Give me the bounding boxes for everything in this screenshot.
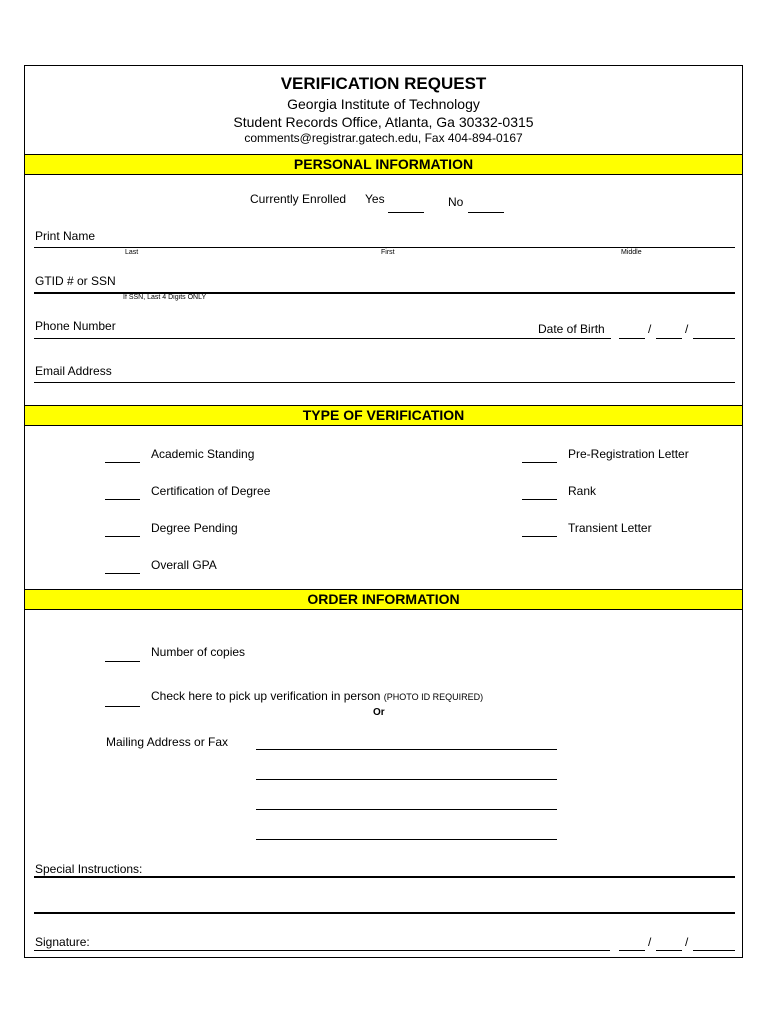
pickup-in-person-checkbox[interactable] — [105, 706, 140, 707]
signature-date-month-blank[interactable] — [619, 950, 645, 951]
verification-request-form — [24, 65, 743, 958]
office-address: Student Records Office, Atlanta, Ga 30332-0315 — [233, 114, 534, 130]
photo-id-note: (PHOTO ID REQUIRED) — [383, 692, 484, 702]
certification-of-degree-checkbox[interactable] — [105, 499, 140, 500]
special-instructions-label: Special Instructions: — [35, 862, 143, 876]
overall-gpa-checkbox[interactable] — [105, 573, 140, 574]
gtid-ssn-caption: If SSN, Last 4 Digits ONLY — [123, 294, 207, 301]
institution-name: Georgia Institute of Technology — [287, 96, 480, 112]
date-of-birth-label: Date of Birth — [538, 322, 605, 336]
or-label: Or — [373, 707, 385, 718]
signature-date-separator-1: / — [648, 935, 652, 949]
signature-field[interactable] — [34, 950, 610, 951]
mailing-address-line-2[interactable] — [256, 779, 557, 780]
enrolled-yes-blank[interactable] — [388, 212, 424, 213]
dob-month-blank[interactable] — [619, 338, 645, 339]
phone-number-field[interactable] — [34, 338, 611, 339]
number-of-copies-blank[interactable] — [105, 661, 140, 662]
email-address-field[interactable] — [34, 382, 735, 383]
dob-separator-2: / — [685, 322, 689, 336]
email-address-label: Email Address — [35, 364, 112, 378]
mailing-address-line-1[interactable] — [256, 749, 557, 750]
rank-checkbox[interactable] — [522, 499, 557, 500]
contact-info: comments@registrar.gatech.edu, Fax 404-894-0167 — [244, 131, 523, 145]
gtid-ssn-label: GTID # or SSN — [35, 274, 116, 288]
form-title: VERIFICATION REQUEST — [280, 74, 487, 93]
academic-standing-label: Academic Standing — [151, 447, 255, 461]
mailing-address-line-4[interactable] — [256, 839, 557, 840]
enrolled-no-blank[interactable] — [468, 212, 504, 213]
print-name-label: Print Name — [35, 229, 96, 243]
signature-date-day-blank[interactable] — [656, 950, 682, 951]
dob-day-blank[interactable] — [656, 338, 682, 339]
dob-separator-1: / — [648, 322, 652, 336]
phone-number-label: Phone Number — [35, 319, 116, 333]
number-of-copies-label: Number of copies — [151, 645, 246, 659]
enrolled-yes-label: Yes — [365, 192, 385, 206]
dob-year-blank[interactable] — [693, 338, 735, 339]
certification-of-degree-label: Certification of Degree — [151, 484, 271, 498]
degree-pending-label: Degree Pending — [151, 521, 238, 535]
transient-letter-label: Transient Letter — [568, 521, 652, 535]
type-of-verification-heading: TYPE OF VERIFICATION — [25, 405, 742, 426]
special-instructions-line-1[interactable] — [34, 876, 735, 878]
print-name-field[interactable] — [34, 247, 735, 248]
transient-letter-checkbox[interactable] — [522, 536, 557, 537]
mailing-address-label: Mailing Address or Fax — [106, 735, 229, 749]
pickup-in-person-label — [151, 689, 483, 703]
name-middle-caption: Middle — [621, 249, 642, 256]
signature-date-separator-2: / — [685, 935, 689, 949]
degree-pending-checkbox[interactable] — [105, 536, 140, 537]
currently-enrolled-label: Currently Enrolled — [250, 192, 347, 206]
pre-registration-letter-label: Pre-Registration Letter — [568, 447, 689, 461]
enrolled-no-label: No — [448, 195, 464, 209]
rank-label: Rank — [568, 484, 597, 498]
special-instructions-line-2[interactable] — [34, 912, 735, 914]
order-information-heading: ORDER INFORMATION — [25, 589, 742, 610]
signature-date-year-blank[interactable] — [693, 950, 735, 951]
pickup-in-person-text: Check here to pick up verification in person — [151, 689, 381, 703]
signature-label: Signature: — [35, 935, 90, 949]
name-last-caption: Last — [125, 249, 139, 256]
personal-information-heading: PERSONAL INFORMATION — [25, 154, 742, 175]
pre-registration-letter-checkbox[interactable] — [522, 462, 557, 463]
name-first-caption: First — [381, 249, 395, 256]
academic-standing-checkbox[interactable] — [105, 462, 140, 463]
mailing-address-line-3[interactable] — [256, 809, 557, 810]
overall-gpa-label: Overall GPA — [151, 558, 217, 572]
